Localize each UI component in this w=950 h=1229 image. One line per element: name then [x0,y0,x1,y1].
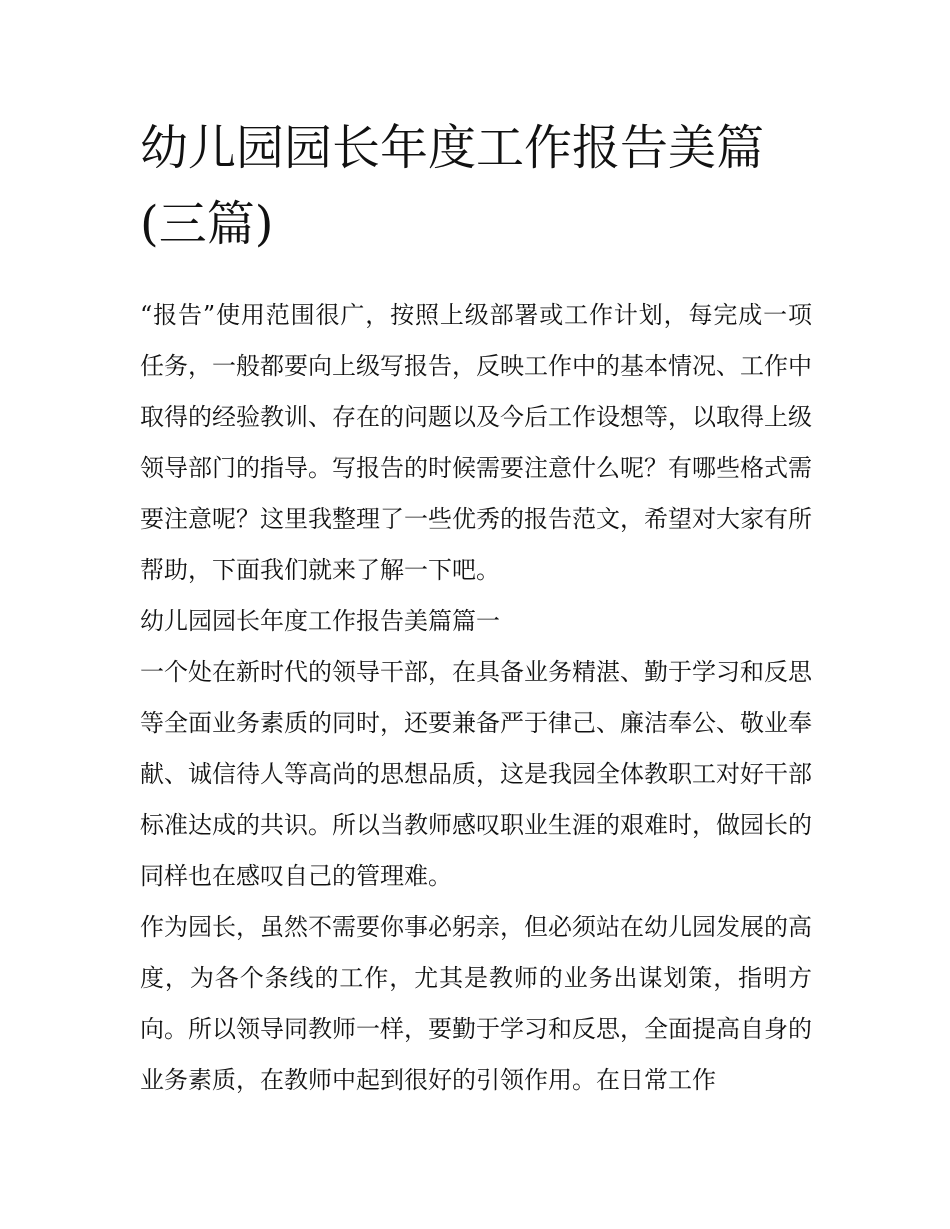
body-paragraph-1: 一个处在新时代的领导干部，在具备业务精湛、勤于学习和反思等全面业务素质的同时，还要兼备严于律己、廉洁奉公、敬业奉献、诚信待人等高尚的思想品质，这是我园全体教职工对好干部标准达成的共识。所以当教师感叹职业生涯的艰难时，做园长的同样也在感叹自己的管理难。 [140,658,812,890]
body-paragraph-2: 作为园长，虽然不需要你事必躬亲，但必须站在幼儿园发展的高度，为各个条线的工作，尤其是教师的业务出谋划策，指明方向。所以领导同教师一样，要勤于学习和反思，全面提高自身的业务素质，在教师中起到很好的引领作用。在日常工作 [140,913,812,1094]
document-page [140,110,812,1106]
section-heading: 幼儿园园长年度工作报告美篇篇一 [140,607,500,635]
intro-paragraph: “报告”使用范围很广，按照上级部署或工作计划，每完成一项任务，一般都要向上级写报告，反映工作中的基本情况、工作中取得的经验教训、存在的问题以及今后工作设想等，以取得上级领导部门的指导。写报告的时候需要注意什么呢？有哪些格式需要注意呢？这里我整理了一些优秀的报告范文，希望对大家有所帮助，下面我们就来了解一下吧。 [140,301,812,584]
document-title: 幼儿园园长年度工作报告美篇(三篇) [140,120,765,252]
